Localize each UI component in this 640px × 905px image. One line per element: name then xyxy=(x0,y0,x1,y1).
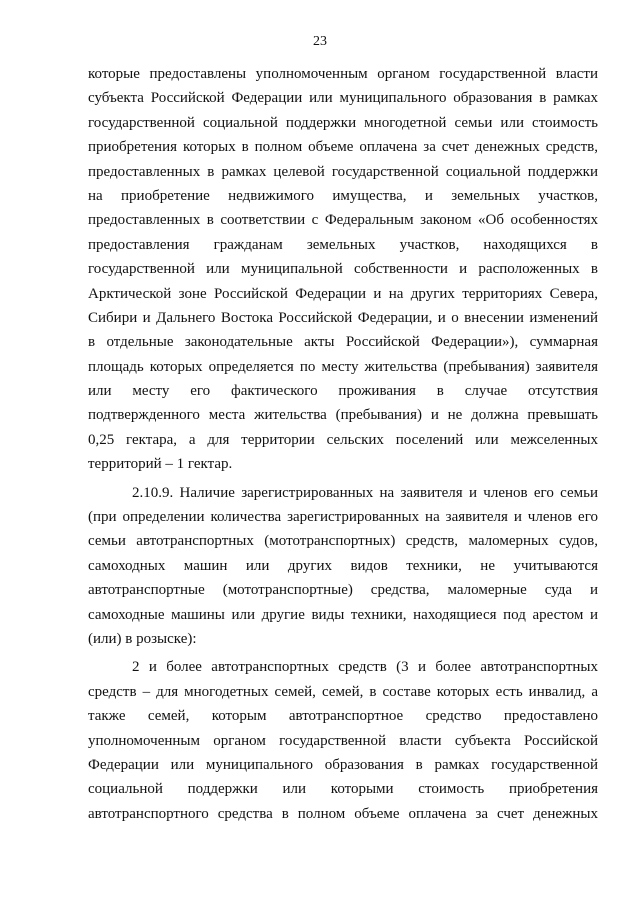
text-line: Сибири и Дальнего Востока Российской Федерации, и о внесении изменений xyxy=(88,309,598,326)
text-line: в отдельные законодательные акты Российской Федерации»), суммарная xyxy=(88,334,598,351)
text-line: территорий – 1 гектар. xyxy=(88,456,233,473)
text-line: средств – для многодетных семей, семей, в составе которых есть инвалид, а xyxy=(88,683,598,700)
text-line: или месту его фактического проживания в случае отсутствия xyxy=(88,383,598,400)
text-line: приобретения которых в полном объеме оплачена за счет денежных средств, xyxy=(88,139,598,156)
text-line: предоставления гражданам земельных участков, находящихся в xyxy=(88,236,598,253)
text-line: самоходные машины или другие виды техники, находящиеся под арестом и xyxy=(88,606,598,623)
text-line: социальной поддержки или которыми стоимость приобретения xyxy=(88,781,598,798)
text-line: предоставленных в рамках целевой государственной социальной поддержки xyxy=(88,163,598,180)
text-line: Федерации или муниципального образования в рамках государственной xyxy=(88,756,598,773)
text-line: самоходных машин или других видов техники, не учитываются xyxy=(88,557,598,574)
text-line: семьи автотранспортных (мототранспортных) средств, маломерных судов, xyxy=(88,533,598,550)
text-line: уполномоченным органом государственной власти субъекта Российской xyxy=(88,732,598,749)
text-line: субъекта Российской Федерации или муниципального образования в рамках xyxy=(88,90,598,107)
text-line: (при определении количества зарегистрированных на заявителя и членов его xyxy=(88,509,598,526)
text-line: автотранспортные (мототранспортные) средства, маломерные суда и xyxy=(88,582,598,599)
paragraph-continuation xyxy=(88,62,598,477)
text-line: (или) в розыске): xyxy=(88,630,197,647)
text-line: на приобретение недвижимого имущества, и земельных участков, xyxy=(88,187,598,204)
paragraph-vehicles xyxy=(88,655,598,826)
page-number: 23 xyxy=(313,34,327,49)
text-line: предоставленных в соответствии с Федеральным законом «Об особенностях xyxy=(88,212,598,229)
text-line: площадь которых определяется по месту жительства (пребывания) заявителя xyxy=(88,358,598,375)
text-line: которые предоставлены уполномоченным органом государственной власти xyxy=(88,66,598,82)
text-line: также семей, которым автотранспортное средство предоставлено xyxy=(88,708,598,725)
text-line: Арктической зоне Российской Федерации и на других территориях Севера, xyxy=(88,285,598,302)
text-line: государственной или муниципальной собственности и расположенных в xyxy=(88,261,598,278)
text-line: государственной социальной поддержки многодетной семьи или стоимость xyxy=(88,114,598,131)
paragraph-clause-2-10-9 xyxy=(88,481,598,652)
text-line: 0,25 гектара, а для территории сельских поселений или межселенных xyxy=(88,431,598,448)
text-line: 2.10.9. Наличие зарегистрированных на заявителя и членов его семьи xyxy=(132,484,598,501)
text-line: автотранспортного средства в полном объеме оплачена за счет денежных xyxy=(88,805,598,822)
text-line: подтвержденного места жительства (пребывания) и не должна превышать xyxy=(88,407,598,424)
document-body xyxy=(88,62,598,826)
text-line: 2 и более автотранспортных средств (3 и более автотранспортных xyxy=(132,659,598,676)
